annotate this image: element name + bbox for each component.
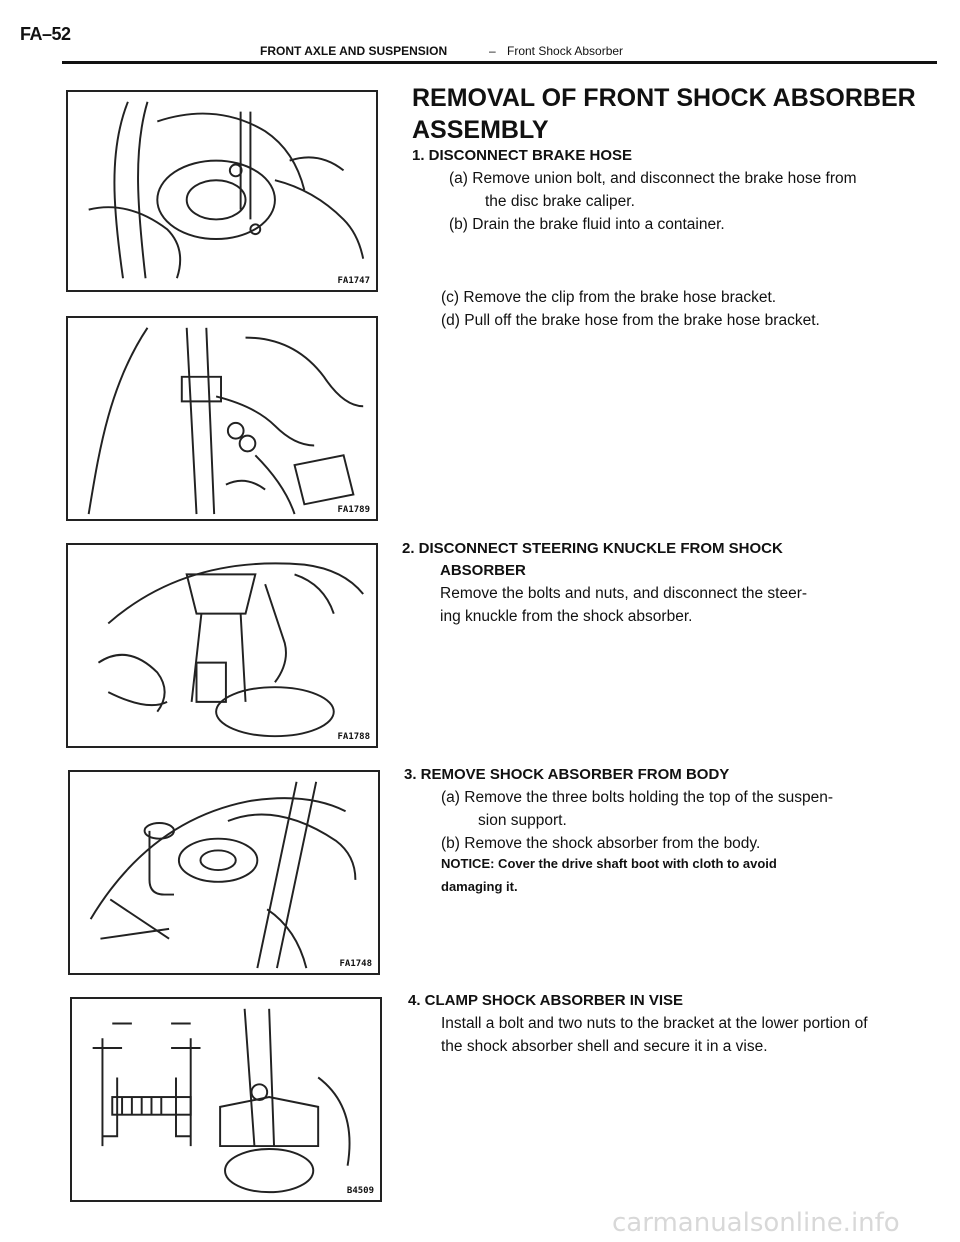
figure-code: FA1789 [337,505,370,515]
step-2-heading-line2: ABSORBER [440,562,526,579]
brake-hose-bracket-illustration [68,318,376,519]
step-1a-line2: the disc brake caliper. [485,193,635,210]
page-title: REMOVAL OF FRONT SHOCK ABSORBER ASSEMBLY [412,84,916,144]
vise-clamp-illustration [72,999,380,1200]
suspension-support-illustration [70,772,378,973]
notice-line2: damaging it. [441,879,518,894]
figure-suspension-support [68,770,380,975]
figure-steering-knuckle [66,543,378,748]
step-2-heading-line1: 2. DISCONNECT STEERING KNUCKLE FROM SHOCK [402,540,783,557]
figure-code: FA1747 [337,276,370,286]
watermark: carmanualsonline.info [612,1208,900,1238]
step-3a-line2: sion support. [478,812,567,829]
figure-brake-hose-bracket [66,316,378,521]
header-separator: – [489,44,496,58]
steering-knuckle-illustration [68,545,376,746]
step-2-text-line1: Remove the bolts and nuts, and disconnect the steer- [440,585,808,602]
step-1b: (b) Drain the brake fluid into a container. [449,216,725,233]
figure-code: B4509 [346,1186,374,1196]
figure-brake-caliper [66,90,378,292]
notice-line1: NOTICE: Cover the drive shaft boot with cloth to avoid [441,856,777,871]
brake-caliper-illustration [68,92,376,290]
step-2-text-line2: ing knuckle from the shock absorber. [440,608,693,625]
figure-code: FA1748 [339,959,372,969]
header-rule [62,61,937,64]
step-1a-line1: (a) Remove union bolt, and disconnect the brake hose from [449,170,857,187]
step-3a-line1: (a) Remove the three bolts holding the top of the suspen- [441,789,834,806]
section-title: FRONT AXLE AND SUSPENSION [260,44,448,58]
step-1c: (c) Remove the clip from the brake hose bracket. [441,289,777,306]
step-1-heading: 1. DISCONNECT BRAKE HOSE [412,147,633,164]
step-4-text-line1: Install a bolt and two nuts to the bracket at the lower portion of [441,1015,868,1032]
step-4-heading: 4. CLAMP SHOCK ABSORBER IN VISE [408,992,684,1009]
figure-vise-clamp [70,997,382,1202]
page-number: FA–52 [20,24,71,44]
step-4-text-line2: the shock absorber shell and secure it in a vise. [441,1038,768,1055]
step-3-heading: 3. REMOVE SHOCK ABSORBER FROM BODY [404,766,730,783]
step-1d: (d) Pull off the brake hose from the brake hose bracket. [441,312,820,329]
step-3b: (b) Remove the shock absorber from the body. [441,835,761,852]
subsection-title: Front Shock Absorber [507,44,624,58]
figure-code: FA1788 [337,732,370,742]
